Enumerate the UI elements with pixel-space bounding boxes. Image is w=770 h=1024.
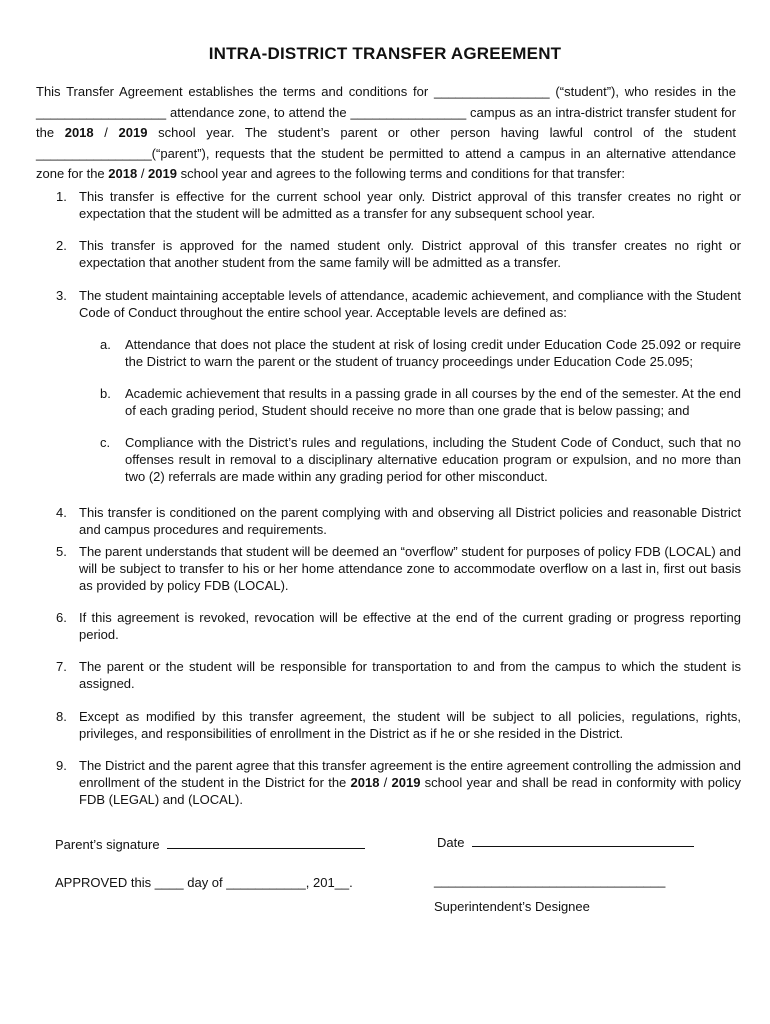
date-line[interactable] bbox=[472, 834, 694, 847]
designee-signature-line[interactable]: ________________________________ bbox=[434, 873, 666, 888]
term-text: This transfer is effective for the current school year only. District approval of this transfer creates no right or expectation that the student will be admitted as a transfer for any subsequent school year. bbox=[79, 189, 741, 221]
subitem-letter: a. bbox=[100, 337, 111, 352]
intro-text-3: school year and agrees to the following terms and conditions for that transfer: bbox=[176, 166, 625, 181]
parent-signature-label: Parent’s signature bbox=[55, 837, 160, 852]
term-number: 3. bbox=[56, 288, 67, 303]
term-text bbox=[79, 757, 741, 808]
term-9-text-a: The District and the parent agree that this transfer agreement is the entire agreement controlling the admission and enrollment of the student in the District for the bbox=[79, 758, 741, 790]
term-text: Except as modified by this transfer agreement, the student will be subject to all policies, regulations, rights, privileges, and responsibilities of enrollment in the District as if he or she resided in the District. bbox=[79, 709, 741, 741]
term-text: This transfer is approved for the named student only. District approval of this transfer creates no right or expectation that another student from the same family will be admitted as a transfer. bbox=[79, 238, 741, 270]
intro-year-end-2: 2019 bbox=[148, 166, 177, 181]
date-label: Date bbox=[437, 835, 465, 850]
date-block bbox=[437, 834, 694, 850]
term-9-slash: / bbox=[379, 775, 392, 790]
term-number: 4. bbox=[56, 505, 67, 520]
intro-slash: / bbox=[93, 125, 119, 140]
intro-year-start-2: 2018 bbox=[108, 166, 138, 181]
term-number: 5. bbox=[56, 544, 67, 559]
subitem-letter: b. bbox=[100, 386, 111, 401]
intro-text-1: This Transfer Agreement establishes the terms and conditions for ________________ (“student”), who resides in the __________________ attendance zone, to attend the ________________ campus as an intra-district transfer student for the bbox=[36, 84, 736, 140]
subitem-text: Compliance with the District’s rules and regulations, including the Student Code of Conduct, such that no offenses result in removal to a disciplinary alternative education program or expulsion, and no more than two (2) referrals are made within any grading period for other misconduct. bbox=[125, 435, 741, 484]
term-text: The student maintaining acceptable levels of attendance, academic achievement, and compliance with the Student Code of Conduct throughout the entire school year. Acceptable levels are defined as: bbox=[79, 288, 741, 320]
document-title: INTRA-DISTRICT TRANSFER AGREEMENT bbox=[208, 44, 562, 63]
term-9-year-end: 2019 bbox=[391, 775, 421, 790]
term-number: 6. bbox=[56, 610, 67, 625]
subitem-text: Academic achievement that results in a passing grade in all courses by the end of the semester. At the end of each grading period, Student should receive no more than one grade that is below passing; and bbox=[125, 386, 741, 418]
subitem-letter: c. bbox=[100, 435, 111, 450]
term-number: 7. bbox=[56, 659, 67, 674]
term-text: The parent or the student will be responsible for transportation to and from the campus to which the student is assigned. bbox=[79, 659, 741, 691]
approved-line: APPROVED this ____ day of ___________, 201__. bbox=[55, 875, 353, 890]
term-text: The parent understands that student will be deemed an “overflow” student for purposes of policy FDB (LOCAL) and will be subject to transfer to his or her home attendance zone to accommodate overflow on a last in, first out basis as provided by policy FDB (LOCAL). bbox=[79, 544, 741, 593]
parent-signature-block bbox=[55, 836, 365, 852]
intro-year-end: 2019 bbox=[118, 125, 148, 140]
subitem-text: Attendance that does not place the student at risk of losing credit under Education Code 25.092 or require the District to warn the parent or the student of truancy proceedings under Education Code 25.095; bbox=[125, 337, 741, 369]
term-text: This transfer is conditioned on the parent complying with and observing all District policies and reasonable District and campus procedures and requirements. bbox=[79, 505, 741, 537]
term-number: 8. bbox=[56, 709, 67, 724]
term-text: If this agreement is revoked, revocation will be effective at the end of the current grading or progress reporting period. bbox=[79, 610, 741, 642]
term-number: 9. bbox=[56, 758, 67, 773]
term-number: 1. bbox=[56, 189, 67, 204]
intro-paragraph bbox=[36, 82, 736, 185]
intro-slash-2: / bbox=[137, 166, 149, 181]
term-9-year-start: 2018 bbox=[350, 775, 380, 790]
designee-label: Superintendent’s Designee bbox=[434, 899, 590, 914]
term-9-text-b: school year and shall be read in conformity with policy FDB (LEGAL) and (LOCAL). bbox=[79, 775, 741, 807]
intro-year-start: 2018 bbox=[64, 125, 94, 140]
intro-text-2: school year. The student’s parent or other person having lawful control of the student ________________(“parent”), requests that the student be permitted to attend a campus in an alternative attendance zone for the bbox=[36, 125, 736, 181]
parent-signature-line[interactable] bbox=[167, 836, 365, 849]
term-number: 2. bbox=[56, 238, 67, 253]
